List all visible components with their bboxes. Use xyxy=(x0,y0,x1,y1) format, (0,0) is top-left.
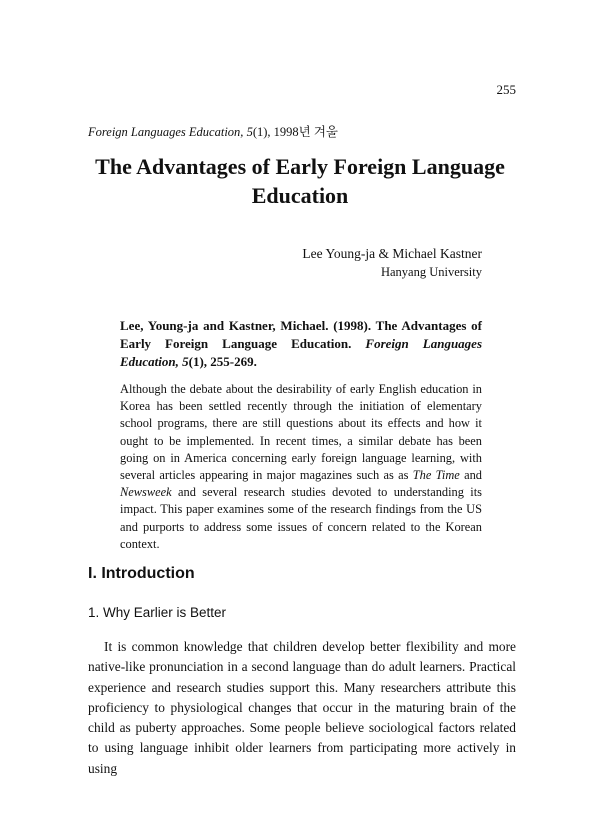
section-heading: I. Introduction xyxy=(88,565,195,582)
citation-authors: Lee, Young-ja and Kastner, Michael. (1998). The Advantages of Early Foreign Language Education. xyxy=(120,318,482,351)
author-names: Lee Young-ja & Michael Kastner xyxy=(302,246,482,261)
abstract-italic-magazine-1: The Time xyxy=(412,468,460,483)
page-number: 255 xyxy=(496,82,516,97)
journal-issue-date: (1), 1998년 겨울 xyxy=(252,125,338,139)
abstract-text-3: and several research studies devoted to understanding its impact. This paper examines some of the research findings from the US and purports to address some issues of concern related to the Korean context. xyxy=(120,485,482,551)
abstract-text-1: Although the debate about the desirability of early English education in Korea has been settled recently through the initiation of elementary school programs, there are still questions about its effects and how it ought to be implemented. In recent times, a similar debate has been going on in America concerning early foreign language learning, with several articles appearing in major magazines such as as xyxy=(120,382,482,483)
subsection-heading: 1. Why Earlier is Better xyxy=(88,605,227,620)
paper-title: The Advantages of Early Foreign Language Education xyxy=(95,154,505,208)
citation-volume: 5 xyxy=(182,354,189,369)
citation-block xyxy=(120,317,482,371)
author-affiliation: Hanyang University xyxy=(380,265,482,279)
journal-name: Foreign Languages Education, xyxy=(88,125,244,139)
citation-pages: (1), 255-269. xyxy=(188,354,257,369)
abstract-italic-magazine-2: Newsweek xyxy=(120,485,172,500)
body-text xyxy=(88,637,516,779)
journal-volume: 5 xyxy=(246,125,253,139)
abstract-text-2: and xyxy=(464,468,482,483)
citation-journal: Foreign Languages Education, xyxy=(120,336,483,369)
body-paragraph: It is common knowledge that children develop better flexibility and more native-like pronunciation in a second language than do adult learners. Practical experience and research studies support this. Many researchers attribute this proficiency to physiological changes that occur in the maturing brain of the child as puberty approaches. Some people believe sociological factors related to using language inhibit older learners from participating more actively in using xyxy=(88,639,516,776)
journal-header xyxy=(88,122,338,140)
abstract xyxy=(120,381,482,553)
